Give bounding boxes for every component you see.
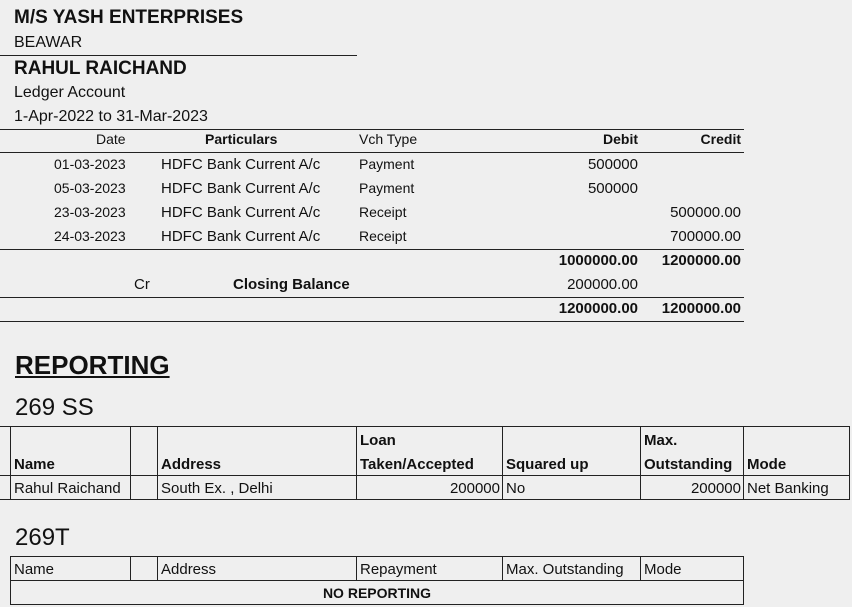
ledger-top-border bbox=[0, 129, 744, 130]
total-bottom-border bbox=[0, 321, 744, 322]
cell-name: Rahul Raichand bbox=[14, 480, 121, 497]
row-date: 05-03-2023 bbox=[54, 180, 126, 196]
no-reporting-label: NO REPORTING bbox=[322, 585, 432, 601]
header-address: Address bbox=[161, 456, 222, 473]
row-vch-type: Receipt bbox=[359, 204, 407, 220]
account-type: Ledger Account bbox=[14, 84, 126, 101]
cell-address: South Ex. , Delhi bbox=[161, 480, 273, 497]
cell-max-outstanding: 200000 bbox=[690, 480, 741, 497]
table-border bbox=[356, 556, 357, 580]
subtotal-debit: 1000000.00 bbox=[558, 252, 638, 269]
total-credit: 1200000.00 bbox=[661, 300, 741, 317]
col-credit-header: Credit bbox=[700, 131, 741, 147]
row-debit: 500000 bbox=[587, 156, 638, 173]
header-repayment: Repayment bbox=[360, 561, 437, 578]
table-border bbox=[130, 556, 131, 580]
row-particulars: HDFC Bank Current A/c bbox=[161, 204, 321, 221]
table-border bbox=[10, 426, 11, 499]
table-border bbox=[157, 426, 158, 499]
row-date: 24-03-2023 bbox=[54, 228, 126, 244]
table-border bbox=[10, 580, 744, 581]
row-vch-type: Receipt bbox=[359, 228, 407, 244]
header-max-outstanding: Max. Outstanding bbox=[506, 561, 624, 578]
row-particulars: HDFC Bank Current A/c bbox=[161, 228, 321, 245]
header-name: Name bbox=[14, 456, 55, 473]
table-border bbox=[743, 426, 744, 499]
section-269ss-title: 269 SS bbox=[15, 394, 94, 421]
header-max-line2: Outstanding bbox=[644, 456, 733, 473]
subtotal-border bbox=[0, 249, 744, 250]
header-mode: Mode bbox=[644, 561, 682, 578]
row-particulars: HDFC Bank Current A/c bbox=[161, 180, 321, 197]
table-border bbox=[502, 556, 503, 580]
row-debit: 500000 bbox=[587, 180, 638, 197]
section-269t-title: 269T bbox=[15, 524, 70, 551]
party-name: RAHUL RAICHAND bbox=[14, 58, 187, 79]
header-loan-line2: Taken/Accepted bbox=[360, 456, 474, 473]
row-particulars: HDFC Bank Current A/c bbox=[161, 156, 321, 173]
table-border bbox=[356, 426, 357, 499]
col-vch-type-header: Vch Type bbox=[359, 131, 418, 147]
table-border bbox=[0, 426, 850, 427]
cell-mode: Net Banking bbox=[747, 480, 829, 497]
period: 1-Apr-2022 to 31-Mar-2023 bbox=[14, 108, 208, 125]
col-debit-header: Debit bbox=[603, 131, 638, 147]
header-max-line1: Max. bbox=[644, 432, 678, 449]
table-border bbox=[849, 426, 850, 499]
header-loan-line1: Loan bbox=[360, 432, 396, 449]
header-divider bbox=[0, 55, 357, 56]
firm-name: M/S YASH ENTERPRISES bbox=[14, 7, 244, 28]
total-top-border bbox=[0, 297, 744, 298]
total-debit: 1200000.00 bbox=[558, 300, 638, 317]
table-border bbox=[157, 556, 158, 580]
row-date: 01-03-2023 bbox=[54, 156, 126, 172]
table-border bbox=[0, 499, 850, 500]
ledger-header-border bbox=[0, 152, 744, 153]
reporting-title: REPORTING bbox=[15, 350, 170, 380]
closing-side: Cr bbox=[134, 276, 150, 293]
row-credit: 700000.00 bbox=[670, 228, 741, 245]
row-vch-type: Payment bbox=[359, 156, 415, 172]
closing-debit: 200000.00 bbox=[567, 276, 638, 293]
row-credit: 500000.00 bbox=[670, 204, 741, 221]
col-particulars-header: Particulars bbox=[205, 131, 278, 147]
cell-loan: 200000 bbox=[449, 480, 500, 497]
table-border bbox=[10, 604, 744, 605]
row-date: 23-03-2023 bbox=[54, 204, 126, 220]
closing-label: Closing Balance bbox=[233, 276, 350, 293]
header-squared-up: Squared up bbox=[506, 456, 589, 473]
col-date-header: Date bbox=[96, 131, 126, 147]
table-border bbox=[0, 475, 850, 476]
header-mode: Mode bbox=[747, 456, 787, 473]
table-border bbox=[10, 556, 744, 557]
table-border bbox=[640, 556, 641, 580]
firm-city: BEAWAR bbox=[14, 34, 83, 51]
table-border bbox=[130, 426, 131, 499]
header-name: Name bbox=[14, 561, 55, 578]
header-address: Address bbox=[161, 561, 217, 578]
subtotal-credit: 1200000.00 bbox=[661, 252, 741, 269]
row-vch-type: Payment bbox=[359, 180, 415, 196]
cell-squared-up: No bbox=[506, 480, 526, 497]
table-border bbox=[502, 426, 503, 499]
